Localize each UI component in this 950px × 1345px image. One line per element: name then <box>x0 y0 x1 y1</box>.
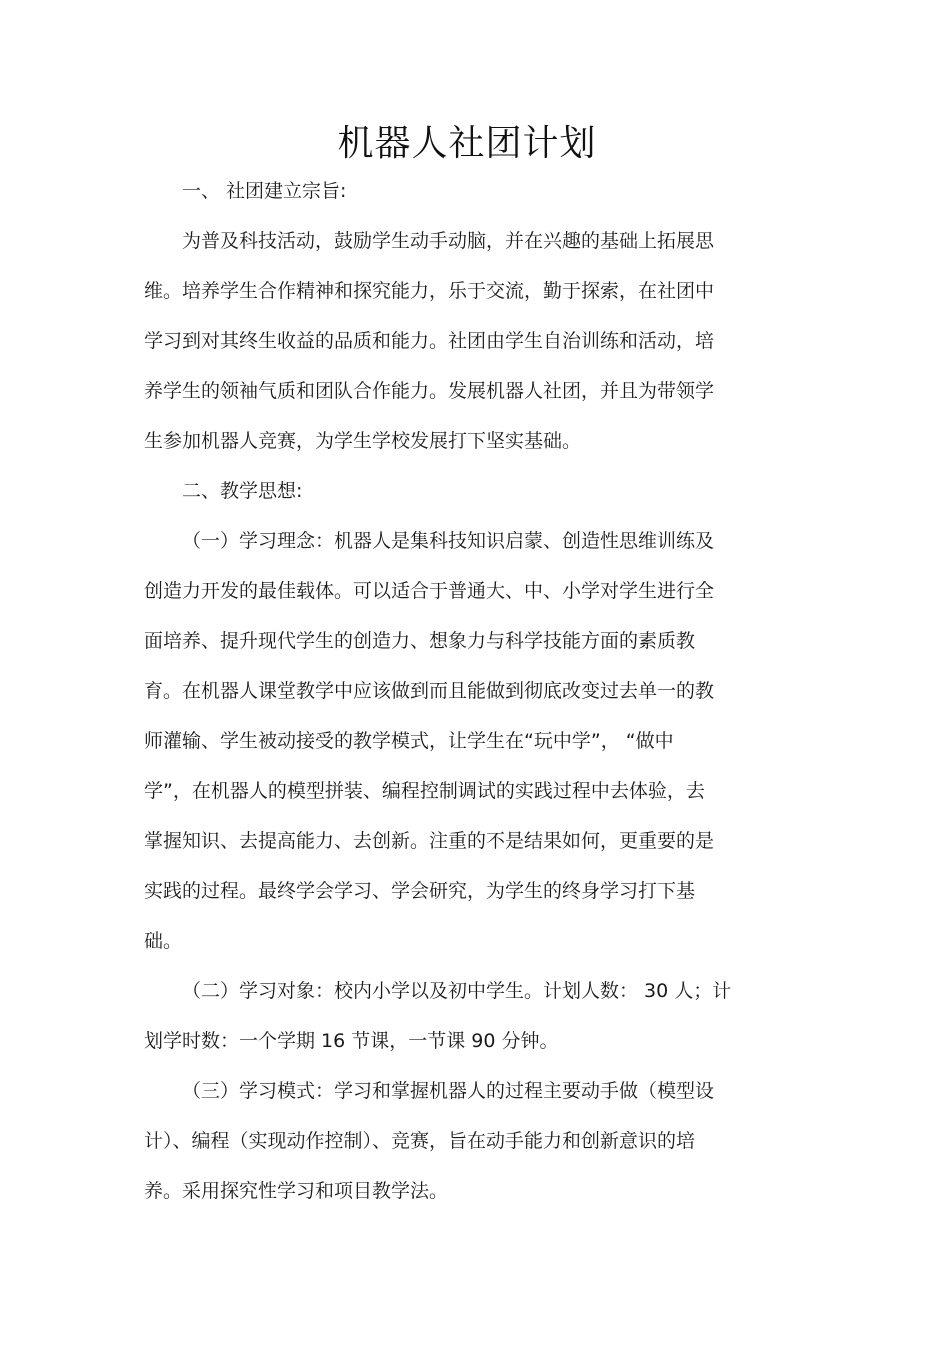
paragraph-line: 创造力开发的最佳载体。可以适合于普通大、中、小学对学生进行全 <box>144 580 715 602</box>
paragraph-line: 学”，在机器人的模型拼装、编程控制调试的实践过程中去体验，去 <box>144 780 705 802</box>
document-title: 机器人社团计划 <box>337 123 597 164</box>
paragraph-line: 掌握知识、去提高能力、去创新。注重的不是结果如何，更重要的是 <box>144 830 715 852</box>
paragraph-line: 学习到对其终生收益的品质和能力。社团由学生自治训练和活动，培 <box>144 330 715 352</box>
paragraph-line: 生参加机器人竞赛，为学生学校发展打下坚实基础。 <box>144 430 582 452</box>
paragraph-line: 础。 <box>144 930 183 952</box>
paragraph-line: 维。培养学生合作精神和探究能力，乐于交流，勤于探索，在社团中 <box>144 280 715 302</box>
paragraph-line: 养。采用探究性学习和项目教学法。 <box>144 1180 449 1202</box>
paragraph-line: （三）学习模式：学习和掌握机器人的过程主要动手做（模型设 <box>182 1080 715 1102</box>
paragraph-line: 划学时数：一个学期 16 节课，一节课 90 分钟。 <box>144 1030 559 1052</box>
paragraph-line: 面培养、提升现代学生的创造力、想象力与科学技能方面的素质教 <box>144 630 696 652</box>
paragraph-line: 师灌输、学生被动接受的教学模式，让学生在“玩中学”， “做中 <box>144 730 674 752</box>
section-heading: 二、教学思想: <box>182 480 303 502</box>
paragraph-line: 为普及科技活动，鼓励学生动手动脑，并在兴趣的基础上拓展思 <box>182 230 715 252</box>
paragraph-line: 计）、编程（实现动作控制）、竞赛，旨在动手能力和创新意识的培 <box>144 1130 696 1152</box>
paragraph-line: 育。在机器人课堂教学中应该做到而且能做到彻底改变过去单一的教 <box>144 680 715 702</box>
section-heading: 一、 社团建立宗旨: <box>182 180 347 202</box>
paragraph-line: 养学生的领袖气质和团队合作能力。发展机器人社团，并且为带领学 <box>144 380 715 402</box>
paragraph-line: 实践的过程。最终学会学习、学会研究，为学生的终身学习打下基 <box>144 880 696 902</box>
paragraph-line: （一）学习理念：机器人是集科技知识启蒙、创造性思维训练及 <box>182 530 715 552</box>
paragraph-line: （二）学习对象：校内小学以及初中学生。计划人数： 30 人；计 <box>182 980 732 1002</box>
